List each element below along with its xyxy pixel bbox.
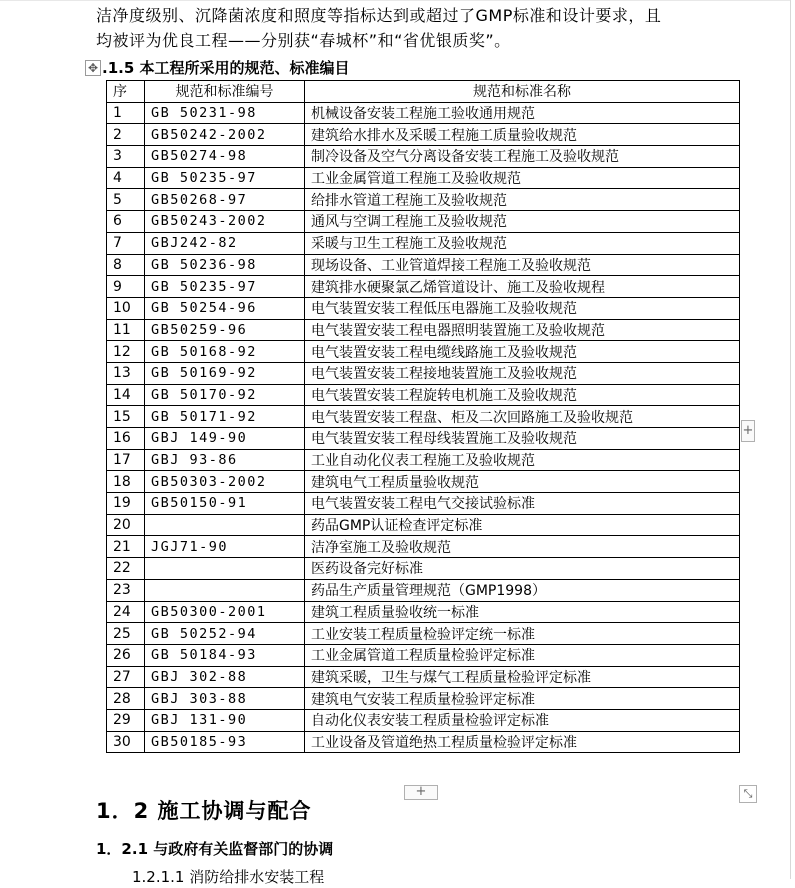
cell-name[interactable]: 给排水管道工程施工及验收规范: [305, 189, 740, 211]
table-row: [107, 709, 740, 731]
cell-name[interactable]: 电气装置安装工程接地装置施工及验收规范: [305, 362, 740, 384]
cell-name[interactable]: 制冷设备及空气分离设备安装工程施工及验收规范: [305, 146, 740, 168]
cell-code[interactable]: GB 50231-98: [145, 102, 305, 124]
cell-name[interactable]: 通风与空调工程施工及验收规范: [305, 211, 740, 233]
heading-level-2: 1．2 施工协调与配合: [96, 799, 312, 823]
cell-index[interactable]: 2: [107, 124, 145, 146]
cell-name[interactable]: 建筑给水排水及采暖工程施工质量验收规范: [305, 124, 740, 146]
table-row: [107, 384, 740, 406]
cell-index[interactable]: 7: [107, 232, 145, 254]
table-header-row: [107, 81, 740, 103]
cell-index[interactable]: 13: [107, 362, 145, 384]
intro-line-2: 均被评为优良工程——分别获“春城杯”和“省优银质奖”。: [96, 31, 511, 50]
plus-icon: +: [742, 423, 754, 438]
table-row: [107, 558, 740, 580]
cell-index[interactable]: 3: [107, 146, 145, 168]
table-row: [107, 449, 740, 471]
cell-index[interactable]: 1: [107, 102, 145, 124]
cell-name[interactable]: 电气装置安装工程低压电器施工及验收规范: [305, 297, 740, 319]
table-resize-handle[interactable]: [739, 785, 757, 803]
cell-index[interactable]: 21: [107, 536, 145, 558]
cell-code[interactable]: [145, 514, 305, 536]
cell-code[interactable]: GB 50168-92: [145, 341, 305, 363]
cell-name[interactable]: 建筑电气工程质量验收规范: [305, 471, 740, 493]
cell-index[interactable]: 4: [107, 167, 145, 189]
table-row: [107, 124, 740, 146]
cell-name[interactable]: 建筑采暖，卫生与煤气工程质量检验评定标准: [305, 666, 740, 688]
cell-name[interactable]: 电气装置安装工程盘、柜及二次回路施工及验收规范: [305, 406, 740, 428]
table-row: [107, 319, 740, 341]
cell-code[interactable]: GB 50170-92: [145, 384, 305, 406]
table-row: [107, 688, 740, 710]
heading-level-4: 1.2.1.1 消防给排水安装工程: [132, 868, 325, 886]
cell-index[interactable]: 24: [107, 601, 145, 623]
table-row: [107, 536, 740, 558]
cell-index[interactable]: 27: [107, 666, 145, 688]
table-row: [107, 189, 740, 211]
cell-name[interactable]: 工业金属管道工程质量检验评定标准: [305, 644, 740, 666]
cell-code[interactable]: GB 50235-97: [145, 167, 305, 189]
add-row-button[interactable]: [404, 785, 438, 800]
cell-index[interactable]: 9: [107, 276, 145, 298]
table-row: [107, 514, 740, 536]
cell-name[interactable]: 医药设备完好标准: [305, 558, 740, 580]
header-index: 序: [107, 81, 145, 103]
cell-index[interactable]: 22: [107, 558, 145, 580]
cell-index[interactable]: 12: [107, 341, 145, 363]
cell-code[interactable]: GBJ 93-86: [145, 449, 305, 471]
table-row: [107, 623, 740, 645]
header-name: 规范和标准名称: [305, 81, 740, 103]
cell-code[interactable]: GB 50236-98: [145, 254, 305, 276]
cell-index[interactable]: 10: [107, 297, 145, 319]
table-row: [107, 406, 740, 428]
page-right-edge: [790, 0, 791, 879]
table-row: [107, 211, 740, 233]
cell-code[interactable]: GBJ 302-88: [145, 666, 305, 688]
cell-name[interactable]: 工业自动化仪表工程施工及验收规范: [305, 449, 740, 471]
move-icon: ✥: [87, 61, 99, 75]
cell-code[interactable]: GBJ242-82: [145, 232, 305, 254]
cell-name[interactable]: 工业设备及管道绝热工程质量检验评定标准: [305, 731, 740, 753]
cell-name[interactable]: 药品生产质量管理规范（GMP1998）: [305, 579, 740, 601]
cell-name[interactable]: 建筑电气安装工程质量检验评定标准: [305, 688, 740, 710]
table-row: [107, 362, 740, 384]
cell-code[interactable]: GB50185-93: [145, 731, 305, 753]
cell-index[interactable]: 17: [107, 449, 145, 471]
resize-diagonal-icon: ⤡: [743, 787, 753, 800]
cell-name[interactable]: 洁净室施工及验收规范: [305, 536, 740, 558]
cell-code[interactable]: GB 50169-92: [145, 362, 305, 384]
page-top-edge: [0, 0, 790, 1]
table-row: [107, 254, 740, 276]
intro-line-1: 洁净度级别、沉降菌浓度和照度等指标达到或超过了GMP标准和设计要求，且: [96, 6, 662, 25]
cell-code[interactable]: GB 50252-94: [145, 623, 305, 645]
cell-code[interactable]: GB50243-2002: [145, 211, 305, 233]
table-row: [107, 601, 740, 623]
cell-index[interactable]: 26: [107, 644, 145, 666]
cell-index[interactable]: 5: [107, 189, 145, 211]
cell-index[interactable]: 29: [107, 709, 145, 731]
cell-name[interactable]: 电气装置安装工程旋转电机施工及验收规范: [305, 384, 740, 406]
table-row: [107, 146, 740, 168]
table-row: [107, 167, 740, 189]
standards-table: [106, 80, 740, 753]
table-row: [107, 644, 740, 666]
cell-name[interactable]: 电气装置安装工程电器照明装置施工及验收规范: [305, 319, 740, 341]
table-row: [107, 102, 740, 124]
cell-code[interactable]: GB50268-97: [145, 189, 305, 211]
cell-name[interactable]: 建筑工程质量验收统一标准: [305, 601, 740, 623]
plus-icon: +: [415, 784, 427, 799]
cell-name[interactable]: 建筑排水硬聚氯乙烯管道设计、施工及验收规程: [305, 276, 740, 298]
table-row: [107, 666, 740, 688]
header-code: 规范和标准编号: [145, 81, 305, 103]
table-move-handle[interactable]: [85, 60, 101, 76]
table-row: [107, 471, 740, 493]
cell-name[interactable]: 工业金属管道工程施工及验收规范: [305, 167, 740, 189]
table-row: [107, 232, 740, 254]
table-row: [107, 731, 740, 753]
table-row: [107, 341, 740, 363]
cell-index[interactable]: 6: [107, 211, 145, 233]
table-row: [107, 493, 740, 515]
cell-code[interactable]: GB 50254-96: [145, 297, 305, 319]
cell-code[interactable]: GB50242-2002: [145, 124, 305, 146]
table-row: [107, 428, 740, 450]
cell-name[interactable]: 工业安装工程质量检验评定统一标准: [305, 623, 740, 645]
section-heading: .1.5 本工程所采用的规范、标准编目: [102, 59, 350, 77]
cell-code[interactable]: GB50259-96: [145, 319, 305, 341]
cell-index[interactable]: 30: [107, 731, 145, 753]
cell-code[interactable]: [145, 558, 305, 580]
cell-index[interactable]: 19: [107, 493, 145, 515]
cell-name[interactable]: 自动化仪表安装工程质量检验评定标准: [305, 709, 740, 731]
cell-name[interactable]: 采暖与卫生工程施工及验收规范: [305, 232, 740, 254]
cell-name[interactable]: 电气装置安装工程母线装置施工及验收规范: [305, 428, 740, 450]
cell-code[interactable]: GBJ 131-90: [145, 709, 305, 731]
heading-level-3: 1．2.1 与政府有关监督部门的协调: [96, 840, 334, 858]
cell-index[interactable]: 25: [107, 623, 145, 645]
cell-code[interactable]: [145, 579, 305, 601]
table-row: [107, 579, 740, 601]
add-column-button[interactable]: [741, 420, 755, 442]
cell-code[interactable]: GB50300-2001: [145, 601, 305, 623]
cell-index[interactable]: 14: [107, 384, 145, 406]
cell-code[interactable]: GBJ 303-88: [145, 688, 305, 710]
cell-code[interactable]: GBJ 149-90: [145, 428, 305, 450]
cell-code[interactable]: GB50274-98: [145, 146, 305, 168]
cell-code[interactable]: JGJ71-90: [145, 536, 305, 558]
cell-name[interactable]: 药品GMP认证检查评定标准: [305, 514, 740, 536]
cell-code[interactable]: GB 50184-93: [145, 644, 305, 666]
cell-code[interactable]: GB 50235-97: [145, 276, 305, 298]
cell-code[interactable]: GB50150-91: [145, 493, 305, 515]
cell-code[interactable]: GB50303-2002: [145, 471, 305, 493]
cell-index[interactable]: 11: [107, 319, 145, 341]
table-row: [107, 276, 740, 298]
cell-code[interactable]: GB 50171-92: [145, 406, 305, 428]
cell-index[interactable]: 16: [107, 428, 145, 450]
cell-name[interactable]: 电气装置安装工程电气交接试验标准: [305, 493, 740, 515]
cell-index[interactable]: 18: [107, 471, 145, 493]
cell-index[interactable]: 23: [107, 579, 145, 601]
cell-index[interactable]: 28: [107, 688, 145, 710]
cell-index[interactable]: 20: [107, 514, 145, 536]
cell-index[interactable]: 15: [107, 406, 145, 428]
table-row: [107, 297, 740, 319]
cell-index[interactable]: 8: [107, 254, 145, 276]
cell-name[interactable]: 电气装置安装工程电缆线路施工及验收规范: [305, 341, 740, 363]
cell-name[interactable]: 现场设备、工业管道焊接工程施工及验收规范: [305, 254, 740, 276]
cell-name[interactable]: 机械设备安装工程施工验收通用规范: [305, 102, 740, 124]
